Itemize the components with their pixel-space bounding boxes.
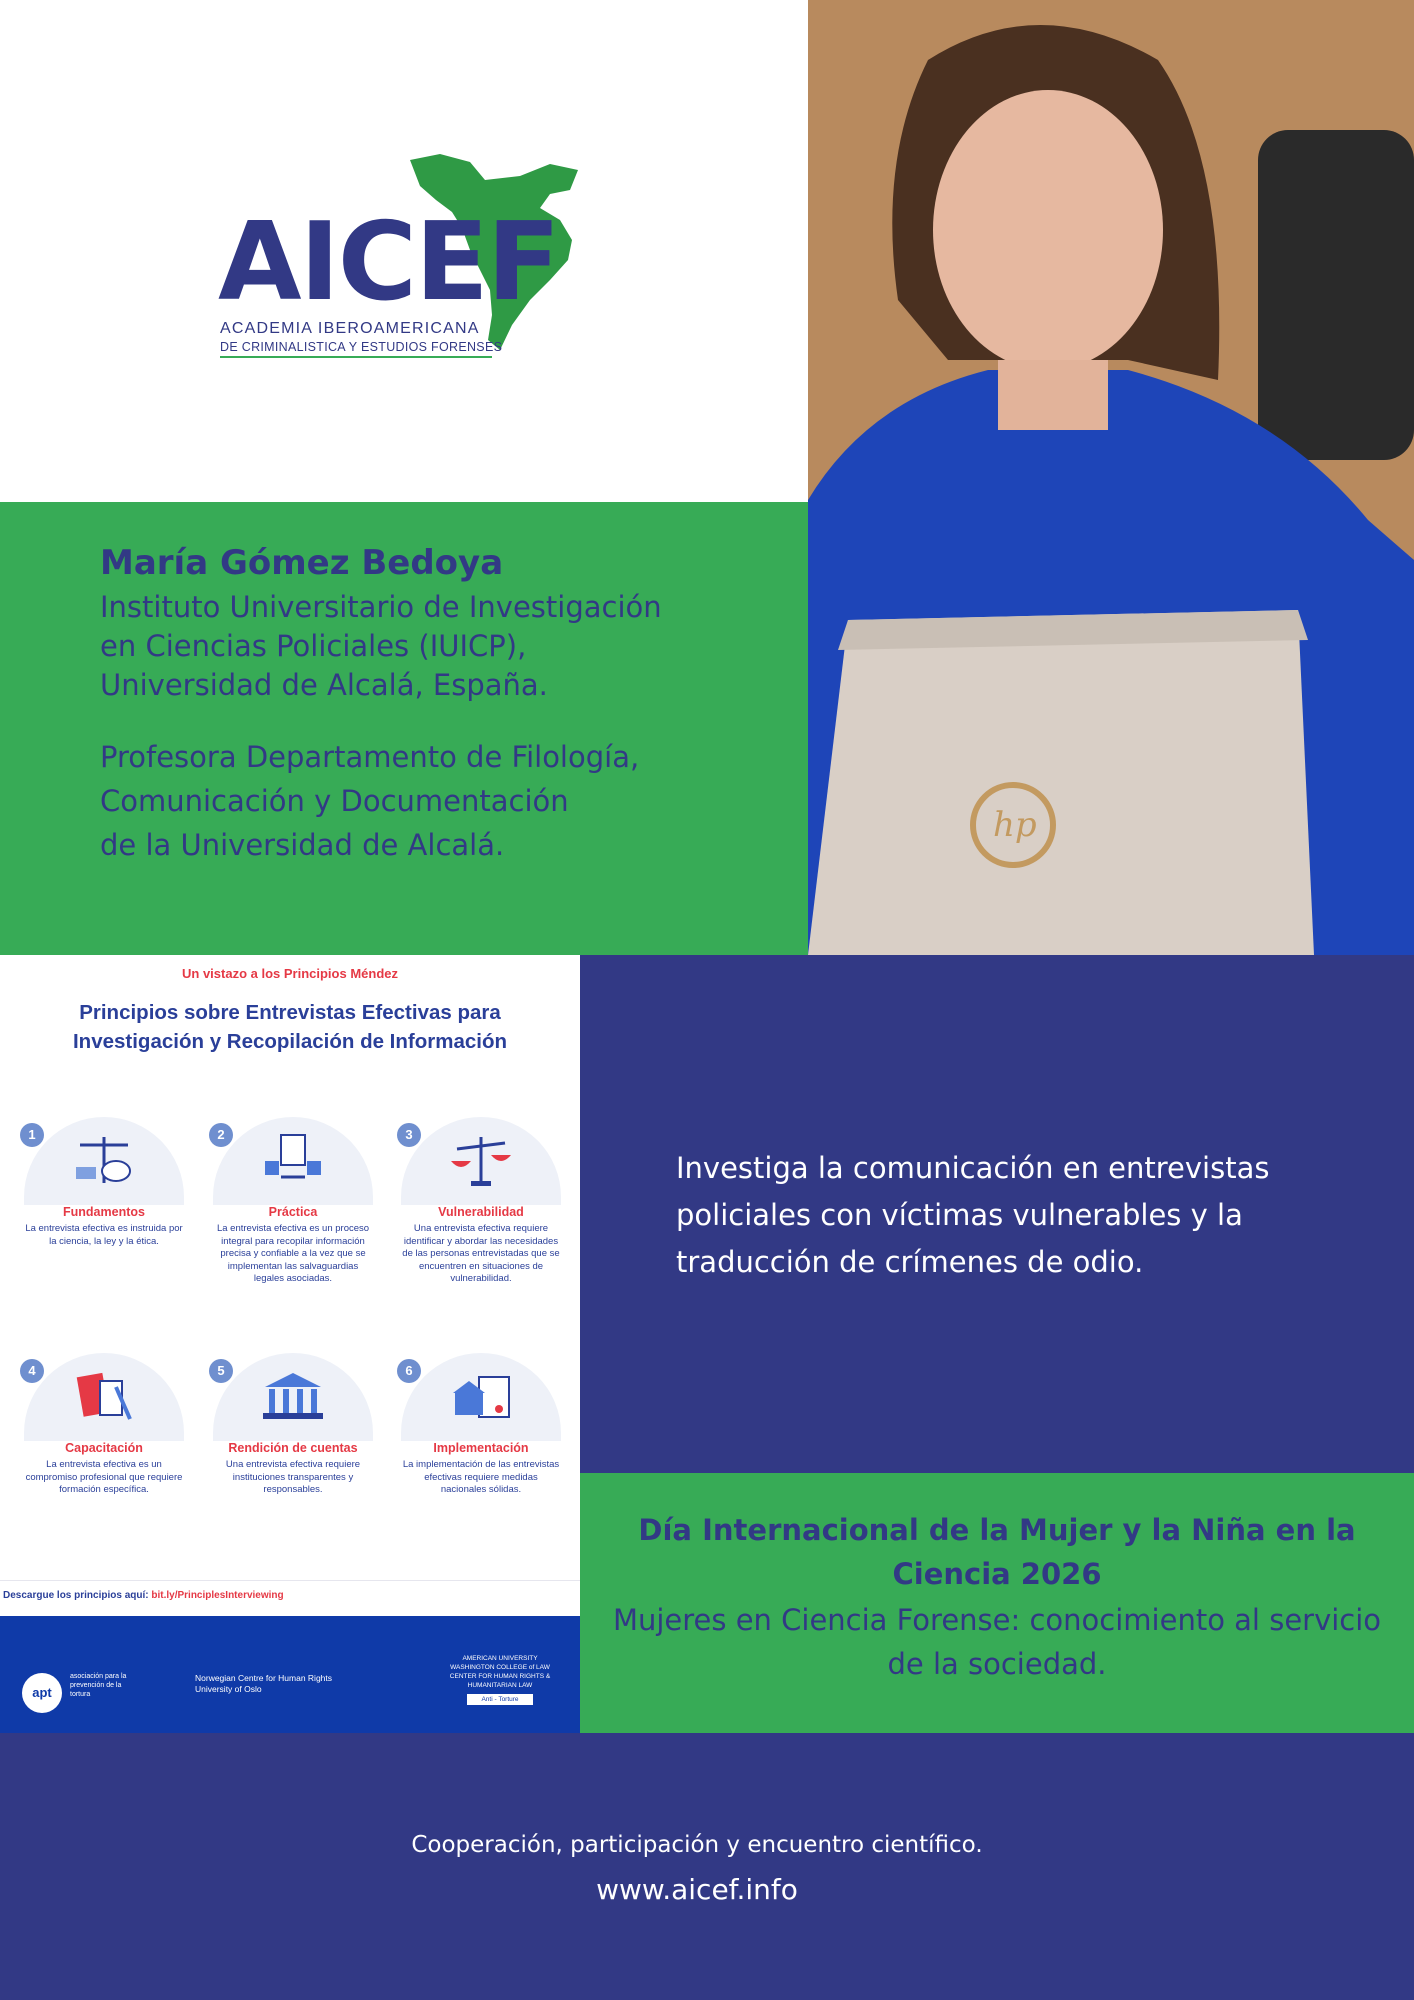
website-link[interactable]: www.aicef.info — [596, 1873, 798, 1906]
affiliation-line: Universidad de Alcalá, España. — [100, 668, 548, 702]
logo-wordmark: AICEF — [218, 200, 559, 325]
infographic-title — [20, 998, 560, 1056]
logo-panel — [0, 0, 808, 502]
principle-number: 1 — [20, 1123, 44, 1147]
nchr-name: Norwegian Centre for Human Rights — [195, 1673, 333, 1683]
infographic-title-line2: Investigación y Recopilación de Información — [72, 1030, 507, 1053]
principle-number: 2 — [209, 1123, 233, 1147]
principle-number: 6 — [397, 1359, 421, 1383]
role-line: Comunicación y Documentación — [100, 784, 569, 818]
principle-card — [19, 1353, 189, 1497]
wcl-logo — [440, 1654, 560, 1705]
research-description: Investiga la comunicación en entrevistas policiales con víctimas vulnerables y la traducción de crímenes de odio. — [676, 1151, 1270, 1279]
nchr-sub: University of Oslo — [195, 1684, 262, 1694]
logo-underline — [220, 356, 492, 358]
principle-description: La implementación de las entrevistas efectivas requiere medidas nacionales sólidas. — [402, 1459, 560, 1495]
download-label: Descargue los principios aquí: — [3, 1590, 149, 1601]
logo-subtitle-line2: DE CRIMINALISTICA Y ESTUDIOS FORENSES — [220, 340, 503, 354]
event-subtitle: Mujeres en Ciencia Forense: conocimiento al servicio de la sociedad. — [612, 1603, 1382, 1681]
nchr-logo — [195, 1673, 332, 1695]
role-line: de la Universidad de Alcalá. — [100, 828, 505, 862]
government-document-icon — [449, 1367, 513, 1427]
footer — [0, 1733, 1414, 2000]
principle-card — [19, 1117, 189, 1248]
infographic-kicker: Un vistazo a los Principios Méndez — [182, 966, 398, 981]
principle-description: Una entrevista efectiva requiere instituciones transparentes y responsables. — [225, 1459, 361, 1495]
apt-logo-text: asociación para la prevención de la tortura — [70, 1673, 127, 1698]
principle-card — [208, 1353, 378, 1497]
scales-brain-icon — [72, 1131, 136, 1191]
principle-card — [396, 1353, 566, 1497]
apt-logo: apt — [22, 1673, 62, 1713]
speaker-photo-illustration — [808, 0, 1414, 955]
logo-subtitle-line1: ACADEMIA IBEROAMERICANA — [220, 320, 480, 337]
principle-label: Práctica — [268, 1205, 318, 1219]
principle-card — [208, 1117, 378, 1286]
download-text — [3, 1590, 284, 1601]
affiliation-line: en Ciencias Policiales (IUICP), — [100, 629, 527, 663]
infographic-title-line1: Principios sobre Entrevistas Efectivas para — [79, 1001, 501, 1024]
principle-label: Implementación — [433, 1441, 529, 1455]
wcl-name: AMERICAN UNIVERSITY WASHINGTON COLLEGE of LAW CENTER FOR HUMAN RIGHTS & HUMANITARIAN LAW — [449, 1655, 551, 1689]
balance-scale-icon — [449, 1131, 513, 1191]
download-link[interactable]: bit.ly/PrinciplesInterviewing — [151, 1590, 284, 1601]
role-line: Profesora Departamento de Filología, — [100, 740, 640, 774]
wcl-badge: Anti - Torture — [467, 1694, 532, 1705]
principle-description: Una entrevista efectiva requiere identificar y abordar las necesidades de las personas entrevistadas que se encuentren en situaciones de vulnerabilidad. — [402, 1223, 560, 1284]
institution-building-icon — [261, 1367, 325, 1427]
speaker-name: María Gómez Bedoya — [100, 543, 504, 583]
books-pencil-icon — [72, 1367, 136, 1427]
event-title: Día Internacional de la Mujer y la Niña en la Ciencia 2026 — [638, 1513, 1356, 1591]
principle-label: Rendición de cuentas — [228, 1441, 358, 1455]
principle-card — [396, 1117, 566, 1286]
principle-description: La entrevista efectiva es un proceso integral para recopilar información precisa y confiable a la vez que se implementan las salvaguardias legales asociadas. — [216, 1223, 370, 1284]
principle-description: La entrevista efectiva es un compromiso profesional que requiere formación específica. — [25, 1459, 183, 1495]
affiliation-line: Instituto Universitario de Investigación — [100, 590, 662, 624]
speaker-photo — [808, 0, 1414, 955]
principle-description: La entrevista efectiva es instruida por la ciencia, la ley y la ética. — [25, 1223, 183, 1247]
principle-label: Fundamentos — [63, 1205, 145, 1219]
principle-label: Vulnerabilidad — [438, 1205, 524, 1219]
principle-number: 4 — [20, 1359, 44, 1383]
principle-label: Capacitación — [65, 1441, 143, 1455]
principle-number: 5 — [209, 1359, 233, 1383]
laptop-logo: hp — [993, 805, 1037, 845]
interview-chairs-icon — [261, 1131, 325, 1191]
principle-number: 3 — [397, 1123, 421, 1147]
footer-motto: Cooperación, participación y encuentro científico. — [411, 1832, 983, 1858]
